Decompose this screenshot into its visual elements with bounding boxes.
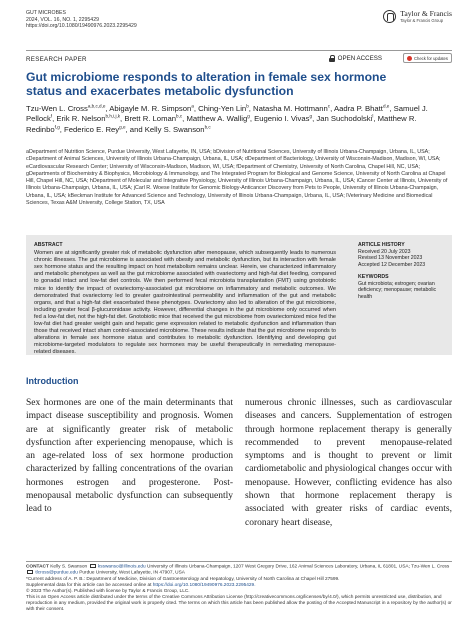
publisher-group: Taylor & Francis Group — [400, 18, 444, 23]
supplemental-link[interactable]: https://doi.org/10.1080/19490976.2023.2295429. — [152, 582, 256, 588]
publisher-block — [383, 10, 452, 23]
contact-line — [26, 564, 452, 577]
envelope-icon — [27, 570, 33, 574]
envelope-icon — [90, 564, 96, 568]
lock-icon — [329, 55, 335, 62]
open-access-text: OPEN ACCESS — [337, 55, 382, 62]
contact-address-2: Purdue University, West Lafayette, IN 47907, USA — [79, 570, 185, 576]
contact-address-1: University of Illinois Urbana-Champaign, 1207 West Gregory Drive, 162 Animal Sciences Laboratory, Urbana, IL 61801, USA; Tzu-Wen L. Cross — [147, 564, 450, 570]
supplemental-prefix: Supplemental data for this article can be accessed online at — [26, 582, 152, 588]
license-text: This is an Open Access article distributed under the terms of the Creative Commons Attribution License (http://creativecommons.org/licenses/by/4.0/), which permits unrestricted use, distribution, and reproduction in any medium, provided the original work is properly cited. The terms on which this article has been published allow the posting of the Accepted Manuscript in a repository by the author(s) or with their consent. — [26, 594, 452, 613]
header-divider — [26, 50, 452, 51]
contact-name: Kelly S. Swanson — [50, 564, 88, 570]
author-list: Tzu-Wen L. Cross$^{a,b,c,d,e}$, Abigayle M. R. Simpson$^a$, Ching-Yen Lin$^b$, Natasha M. Hottmann$^c$, Aadra P. Bhatt$^{d,e}$, Samuel J. Pellock$^f$, Erik R. Nelson$^{b,h,i,j,k}$, Brett R. Loman$^{b,c}$, Matthew A. Wallig$^g$, Eugenio I. Vivas$^g$, Jan Suchodolski$^l$, Matthew R. Redinbo$^{f,g}$, Federico E. Rey$^{g,e}$, and Kelly S. Swanson$^{b,c}$ — [26, 103, 428, 134]
introduction-column-right: numerous chronic illnesses, such as cardiovascular diseases and cancers. Supplementation of estrogen through hormone replacement therapy is generally recommended to prevent menopause-related symptoms and is thought to prevent or limit cardiometabolic and physiological changes occur with menopause. However, conflicting evidence has also shown that hormone replacement therapy is associated with greater risks of cardiac events, coronary heart disease, — [245, 398, 452, 528]
journal-info — [26, 10, 137, 30]
publisher-name: Taylor & Francis — [400, 9, 452, 18]
contact-label: CONTACT — [26, 564, 49, 570]
accepted-date: Accepted 12 December 2023 — [358, 261, 426, 268]
abstract-label: ABSTRACT — [34, 242, 63, 248]
contact-email-2[interactable]: tlcross@purdue.edu — [35, 570, 78, 576]
received-date: Received 20 July 2023 — [358, 248, 411, 255]
journal-name: GUT MICROBES — [26, 10, 66, 16]
journal-doi[interactable]: https://doi.org/10.1080/19490976.2023.2295429 — [26, 23, 137, 30]
affiliations: aDepartment of Nutrition Science, Purdue University, West Lafayette, IN, USA; bDivision of Nutritional Sciences, University of Illinois Urbana-Champaign, Urbana, IL, USA; cDepartment of Animal Sciences, University of Illinois Urbana-Champaign, Urbana, IL, USA; dDepartment of Bacteriology, University of Wisconsin-Madison, Madison, WI, USA; eCardiovascular Research Center; University of Wisconsin-Madison, Madison, WI, USA; fDepartment of Chemistry, University of North Carolina, Chapel Hill, NC, USA; gDepartments of Biochemistry & Biophysics, Microbiology & Immunology, and The Integrated Program for Biological and Genome Science, University of North Carolina at Chapel Hill, Chapel Hill, NC, USA; hDepartment of Molecular and Integrative Physiology, University of Illinois Urbana-Champaign, Urbana, IL, USA; iCancer Center at Illinois, University of Illinois Urbana-Champaign, Urbana, IL, USA; jCarl R. Woese Institute for Genomic Biology-Anticancer Discovery from Pets to People, University of Illinois Urbana-Champaign, Urbana, IL, USA; kBeckman Institute for Advanced Science and Technology, University of Illinois Urbana-Champaign, Urbana, IL, USA; lVeterinary Medicine and Biomedical Sciences, Texas A&M University, College Station, TX, USA — [26, 149, 448, 207]
footer-divider — [26, 561, 452, 562]
journal-citation: 2024, VOL. 16, NO. 1, 2295429 — [26, 16, 99, 23]
abstract-text: Women are at significantly greater risk of metabolic dysfunction after menopause, which subsequently leads to numerous chronic illnesses. The gut microbiome is associated with obesity and metabolic dysfunction, but its interaction with female sex hormone status and the resulting impact on host metabolism remains unclear. Herein, we characterized inflammatory and metabolic phenotypes as well as the gut microbiome associated with ovariectomy and high-fat diet feeding, compared to gonadal intact and low-fat diet controls. We then performed fecal microbiota transplantation (FMT) using gnotobiotic mice to identify the impact of ovariectomy-associated gut microbiome on inflammatory and metabolic outcomes. We demonstrated that ovariectomy led to greater gastrointestinal permeability and inflammation of the gut and metabolic organs, and that a high-fat diet exacerbated these phenotypes. Ovariectomy also led to alteration of the gut microbiome, including greater fecal β-glucuronidase activity. However, differential changes in the gut microbiome only occurred when fed a low-fat diet, not the high-fat diet. Gnotobiotic mice that received the gut microbiome from ovariectomized mice fed the low-fat diet had greater weight gain and hepatic gene expression related to metabolic dysfunction and inflammation than those that received intact sham control-associated microbiome. These results indicate that the gut microbiome responds to alterations in female sex hormone status and contributes to metabolic dysfunction. Identifying and developing gut microbiome-targeted modulators to regulate sex hormones may be useful therapeutically in remediating menopause-related diseases. — [34, 250, 336, 356]
contact-email-1[interactable]: ksswanso@illinois.edu — [97, 564, 146, 570]
footnotes — [26, 564, 452, 613]
abstract — [34, 242, 336, 357]
paper-type: RESEARCH PAPER — [26, 56, 87, 63]
article-sidebar — [358, 242, 450, 300]
open-access-label — [329, 55, 382, 62]
revised-date: Revised 13 November 2023 — [358, 255, 423, 261]
taylor-francis-logo-icon — [383, 10, 396, 23]
abstract-panel — [26, 235, 452, 355]
article-title: Gut microbiome responds to alteration in female sex hormone status and exacerbates metabolic dysfunction — [26, 70, 387, 99]
introduction-heading: Introduction — [26, 376, 79, 386]
update-icon — [407, 56, 412, 61]
introduction-column-left: Sex hormones are one of the main determinants that impact disease susceptibility and prognosis. Women are at significantly greater risk of metabolic dysfunction after experiencing menopause, which is an age-related loss of sex hormone production characterized by falling concentrations of the ovarian hormones estrogen and progesterone. Post-menopausal metabolic dysfunction can subsequently lead to — [26, 398, 233, 515]
current-address-note: *Current address of A. P. B.: Department of Medicine, Division of Gastroenterology and Hepatology, University of North Carolina at Chapel Hill 27599. — [26, 576, 340, 582]
keywords-text: Gut microbiota; estrogen; ovarian deficiency; menopause; metabolic health — [358, 280, 437, 300]
keywords-heading: KEYWORDS — [358, 274, 389, 280]
copyright-line: © 2023 The Author(s). Published with license by Taylor & Francis Group, LLC. — [26, 588, 190, 594]
article-history-heading: ARTICLE HISTORY — [358, 242, 405, 248]
check-updates-button[interactable] — [403, 53, 452, 63]
check-updates-label: Check for updates — [414, 55, 448, 61]
